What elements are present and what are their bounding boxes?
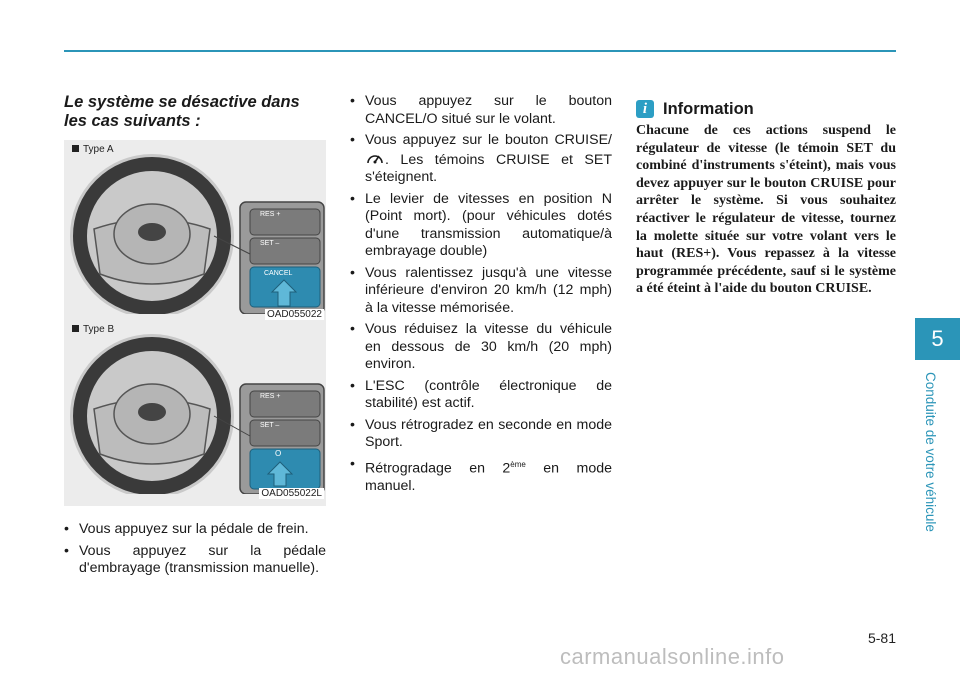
list-item-text: Vous ralentissez jusqu'à une vitesse inférieure d'environ 20 km/h (12 mph) à la vitesse mémorisée. — [365, 264, 612, 316]
list-item-text: Vous réduisez la vitesse du véhicule en dessous de 30 km/h (20 mph) environ. — [365, 321, 612, 372]
figure-type-b — [64, 320, 326, 506]
bullet-dot-icon: • — [64, 542, 69, 559]
list-item-text: Vous appuyez sur le bouton CANCEL/O situé sur le volant. — [365, 93, 612, 127]
cruise-speedometer-icon — [366, 150, 384, 166]
list-item — [350, 378, 612, 413]
figure-code: OAD055022L — [261, 488, 322, 499]
list-item-text: . Les témoins CRUISE et SET s'éteignent. — [365, 151, 612, 185]
superscript: ème — [510, 459, 526, 469]
list-item — [64, 543, 326, 578]
bullet-dot-icon: • — [350, 416, 355, 433]
list-item — [350, 132, 612, 187]
bullet-dot-icon: • — [350, 264, 355, 281]
bullet-list-col2 — [350, 93, 612, 499]
figure-code: OAD055022 — [266, 309, 322, 320]
bullet-dot-icon: • — [350, 132, 355, 148]
figure-type-text: Type A — [83, 144, 114, 155]
bullet-dot-icon: • — [350, 321, 355, 337]
list-item — [350, 321, 612, 374]
list-item-text: en mode manuel. — [365, 460, 612, 494]
list-item — [350, 191, 612, 261]
chapter-title: Conduite de votre véhicule — [923, 372, 938, 532]
square-bullet-icon — [72, 325, 79, 332]
info-body: Chacune de ces actions suspend le régulateur de vitesse (le témoin SET du combiné d'instruments s'éteint), mais vous devez appuyer sur le bouton CRUISE pour arrêter le système. Si vous souhaitez réactiver le régulateur de vitesse, tournez la molette située sur votre volant vers le haut (RES+). Vous repassez à la vitesse programmée précédente, sauf si le système a été éteint à l'aide du bouton CRUISE. — [636, 123, 896, 297]
section-title: Le système se désactive dans les cas suivants : — [64, 93, 300, 130]
button-label: RES + — [260, 211, 281, 218]
button-label: CANCEL — [264, 270, 293, 277]
top-rule — [64, 50, 896, 52]
list-item — [350, 265, 612, 318]
info-icon: i — [636, 100, 654, 118]
list-item — [64, 521, 326, 539]
info-title: Information — [663, 99, 754, 118]
info-header — [636, 98, 754, 120]
bullet-dot-icon: • — [350, 455, 355, 472]
figure-type-text: Type B — [83, 324, 115, 335]
watermark: carmanualsonline.info — [560, 644, 785, 669]
button-label: SET – — [260, 240, 280, 247]
bullet-list-col1 — [64, 521, 326, 582]
list-item-text: Le levier de vitesses en position N (Point mort). (pour véhicules dotés d'une transmission automatique/à embrayage double) — [365, 190, 612, 259]
steering-wheel-illustration — [64, 154, 326, 314]
bullet-dot-icon: • — [350, 93, 355, 109]
list-item — [350, 456, 612, 496]
bullet-dot-icon: • — [64, 521, 69, 537]
list-item-text: Vous appuyez sur la pédale d'embrayage (transmission manuelle). — [79, 542, 326, 576]
list-item-text: Vous rétrogradez en seconde en mode Sport. — [365, 416, 612, 450]
list-item — [350, 93, 612, 128]
steering-wheel-illustration — [64, 334, 326, 494]
button-label: RES + — [260, 393, 281, 400]
list-item-text: Vous appuyez sur la pédale de frein. — [79, 521, 309, 537]
chapter-number-tab: 5 — [915, 318, 960, 360]
figure-type-a — [64, 140, 326, 327]
list-item-text: Vous appuyez sur le bouton CRUISE/ — [365, 132, 612, 148]
bullet-dot-icon: • — [350, 377, 355, 394]
page-number: 5-81 — [867, 630, 896, 646]
list-item-text: L'ESC (contrôle électronique de stabilité) est actif. — [365, 377, 612, 411]
brand-logo-icon — [138, 403, 166, 421]
list-item-text: Rétrogradage en 2 — [365, 460, 511, 477]
bullet-dot-icon: • — [350, 190, 355, 207]
button-label: SET – — [260, 422, 280, 429]
list-item — [350, 417, 612, 452]
square-bullet-icon — [72, 145, 79, 152]
button-label: O — [275, 449, 282, 458]
brand-logo-icon — [138, 223, 166, 241]
